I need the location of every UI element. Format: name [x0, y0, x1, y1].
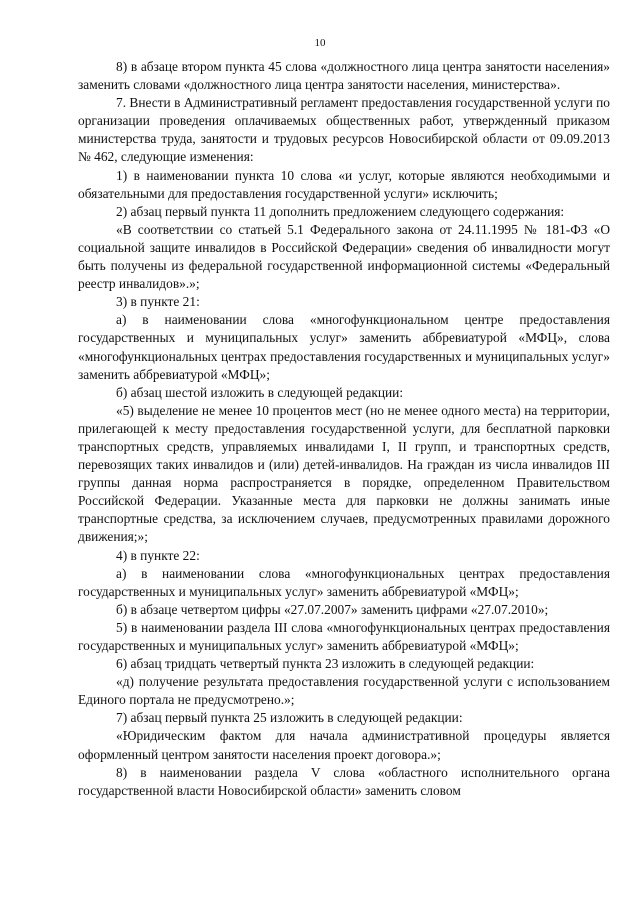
- paragraph-quote-legal-fact: «Юридическим фактом для начала административной процедуры является оформленный центром занятости населения проект договора.»;: [78, 728, 610, 762]
- page-number: 10: [314, 37, 326, 49]
- paragraph-quote-unified-portal: «д) получение результата предоставления государственной услуги с использованием Единого портала не предусмотрено.»;: [78, 674, 610, 708]
- paragraph-item-7: 7) абзац первый пункта 25 изложить в следующей редакции:: [116, 710, 463, 726]
- paragraph-item-5: 5) в наименовании раздела III слова «многофункциональных центрах предоставления государственных и муниципальных услуг» заменить аббревиатурой «МФЦ»;: [78, 619, 610, 653]
- paragraph-item-8-section-6: 8) в абзаце втором пункта 45 слова «должностного лица центра занятости населения» заменить словами «должностного лица центра занятости населения, министерства».: [78, 59, 610, 93]
- paragraph-item-4a: а) в наименовании слова «многофункциональных центрах предоставления государственных и муниципальных услуг» заменить аббревиатурой «МФЦ»;: [78, 565, 610, 599]
- paragraph-item-3b: б) абзац шестой изложить в следующей редакции:: [116, 384, 404, 400]
- paragraph-item-4: 4) в пункте 22:: [116, 547, 200, 563]
- paragraph-item-6: 6) абзац тридцать четвертый пункта 23 изложить в следующей редакции:: [116, 656, 535, 672]
- paragraph-item-1: 1) в наименовании пункта 10 слова «и услуг, которые являются необходимыми и обязательными для предоставления государственной услуги» исключить;: [78, 167, 610, 201]
- document-body: [78, 58, 610, 800]
- paragraph-item-3a: а) в наименовании слова «многофункциональном центре предоставления государственных и муниципальных услуг» заменить аббревиатурой «МФЦ», слова «многофункциональных центрах предоставления государственных и муниципальных услуг» заменить аббревиатурой «МФЦ»;: [78, 312, 610, 382]
- paragraph-item-4b: б) в абзаце четвертом цифры «27.07.2007» заменить цифрами «27.07.2010»;: [116, 601, 549, 617]
- paragraph-quote-federal-law: «В соответствии со статьей 5.1 Федерального закона от 24.11.1995 № 181-ФЗ «О социальной защите инвалидов в Российской Федерации» сведения об инвалидности могут быть получены из федеральной государственной информационной системы «Федеральный реестр инвалидов».»;: [78, 221, 610, 292]
- paragraph-item-3: 3) в пункте 21:: [116, 294, 200, 310]
- paragraph-section-7-intro: 7. Внести в Административный регламент предоставления государственной услуги по организации проведения оплачиваемых общественных работ, утвержденный приказом министерства труда, занятости и трудовых ресурсов Новосибирской области от 09.09.2013 № 462, следующие изменения:: [78, 95, 610, 165]
- paragraph-item-8: 8) в наименовании раздела V слова «областного исполнительного органа государственной власти Новосибирской области» заменить словом: [78, 764, 610, 798]
- paragraph-item-2: 2) абзац первый пункта 11 дополнить предложением следующего содержания:: [116, 203, 565, 219]
- paragraph-quote-parking: «5) выделение не менее 10 процентов мест (но не менее одного места) на территории, прилегающей к месту предоставления государственной услуги, для бесплатной парковки транспортных средств, управляемых инвалидами I, II групп, и транспортных средств, перевозящих таких инвалидов и (или) детей-инвалидов. На граждан из числа инвалидов III группы данная норма распространяется в порядке, определенном Правительством Российской Федерации. Указанные места для парковки не должны занимать иные транспортные средства, за исключением случаев, предусмотренных правилами дорожного движения;»;: [78, 402, 610, 545]
